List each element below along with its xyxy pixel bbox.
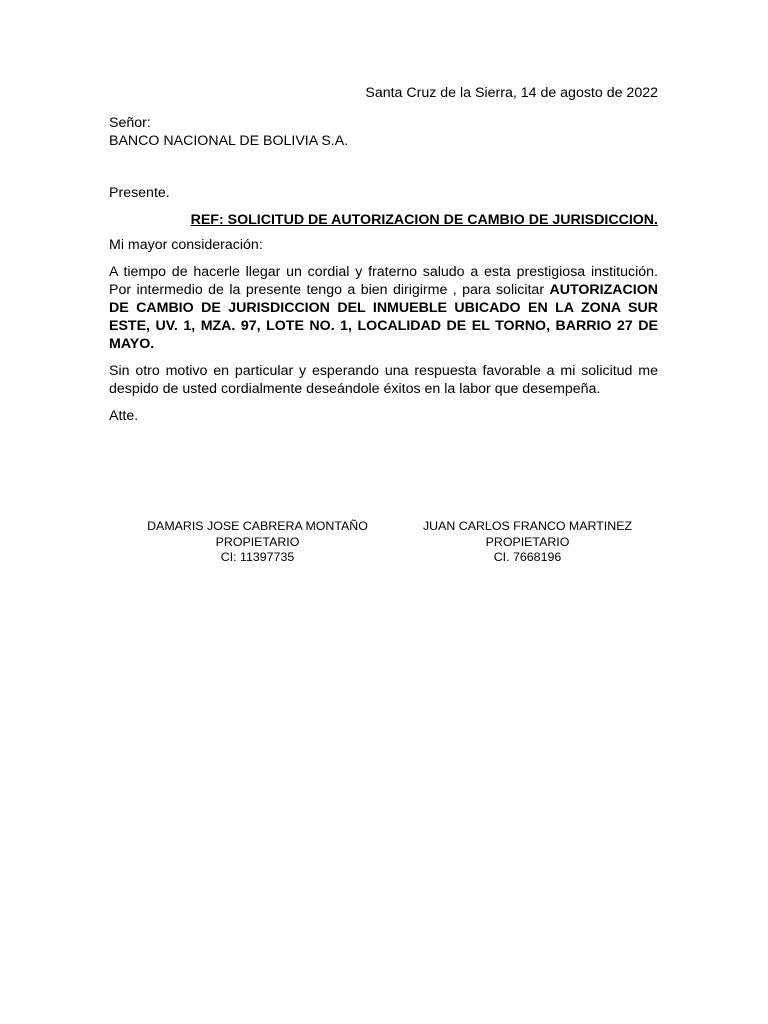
addressee-title: Señor: (109, 115, 151, 131)
signature-owner-2 (390, 519, 665, 566)
signer-role: PROPIETARIO (485, 534, 570, 549)
reference-line: REF: SOLICITUD DE AUTORIZACION DE CAMBIO DE JURISDICCION. (190, 212, 658, 228)
request-intro-text: A tiempo de hacerle llegar un cordial y fraterno saludo a esta prestigiosa institución. Por intermedio de la presente tengo a bien dirigirme , para solicitar (109, 264, 658, 298)
body-paragraph-farewell: Sin otro motivo en particular y esperando una respuesta favorable a mi solicitud me despido de usted cordialmente deseándole éxitos en la labor que desempeña. (109, 363, 658, 397)
signer-ci: CI. 7668196 (493, 550, 562, 564)
presente-line: Presente. (109, 185, 170, 201)
letter-body (109, 84, 658, 425)
signer-name: DAMARIS JOSE CABRERA MONTAÑO (147, 519, 368, 533)
signature-owner-1 (120, 519, 395, 566)
signer-role: PROPIETARIO (215, 534, 300, 549)
request-bold-text: AUTORIZACION DE CAMBIO DE JURISDICCION DEL INMUEBLE UBICADO EN LA ZONA SUR ESTE, UV. 1, MZA. 97, LOTE NO. 1, LOCALIDAD DE EL TORNO, BARRIO 27 DE MAYO. (109, 282, 658, 352)
date-line: Santa Cruz de la Sierra, 14 de agosto de 2022 (365, 85, 658, 101)
signer-name: JUAN CARLOS FRANCO MARTINEZ (422, 519, 633, 533)
salutation: Mi mayor consideración: (109, 237, 263, 253)
addressee-block (109, 114, 658, 150)
closing-line: Atte. (109, 408, 139, 424)
signer-ci: CI: 11397735 (220, 550, 295, 564)
addressee-name: BANCO NACIONAL DE BOLIVIA S.A. (109, 133, 349, 149)
body-paragraph-request (109, 263, 658, 353)
